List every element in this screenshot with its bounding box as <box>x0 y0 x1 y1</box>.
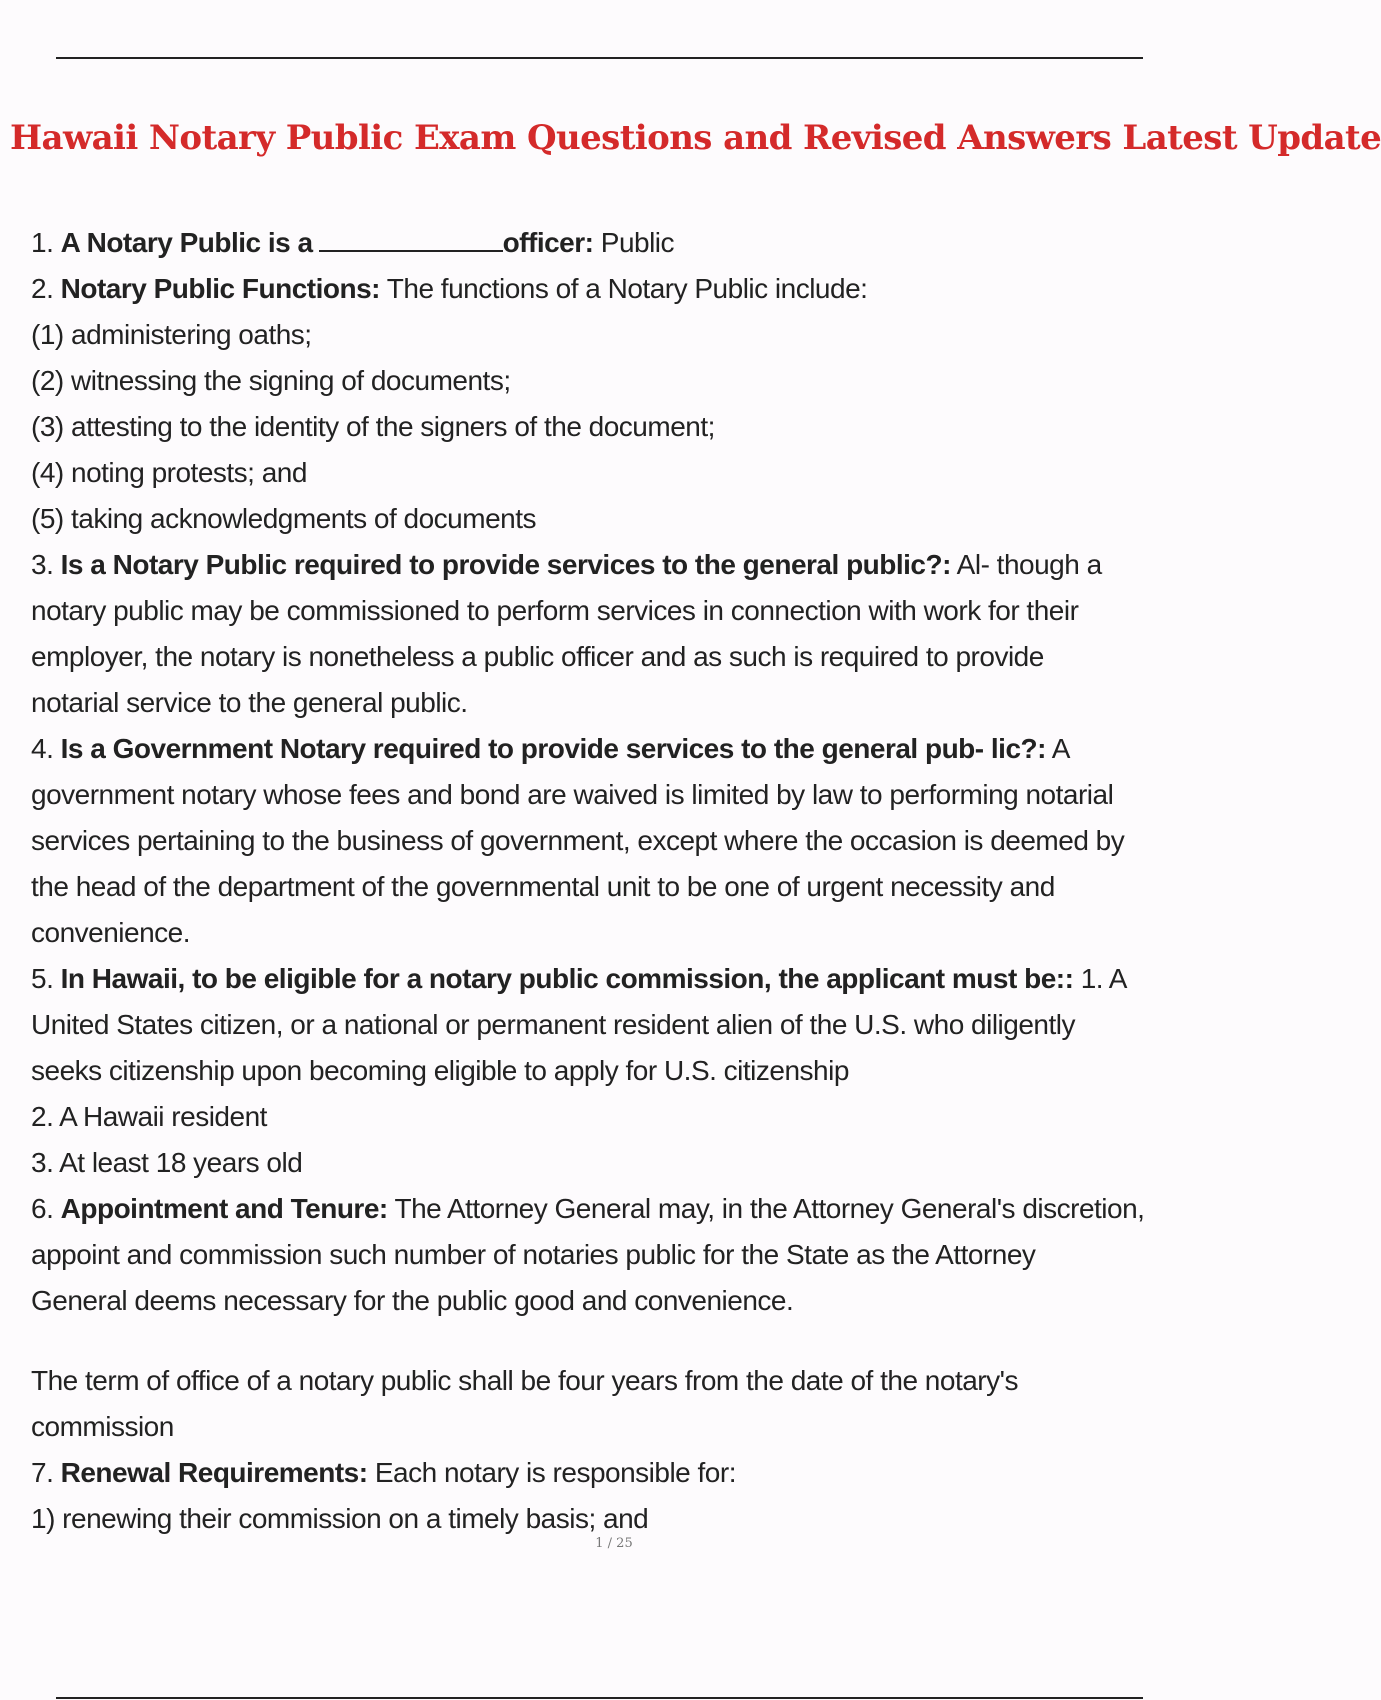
question-text: Renewal Requirements: <box>60 1457 368 1488</box>
question-text: Notary Public Functions: <box>60 273 380 304</box>
answer-line: General deems necessary for the public good and convenience. <box>31 1285 794 1316</box>
question-1 <box>31 220 1200 266</box>
answer-line: services pertaining to the business of government, except where the occasion is deemed by <box>31 825 1125 856</box>
question-text: Is a Notary Public required to provide services to the general public?: <box>60 549 951 580</box>
question-number: 1. <box>31 227 61 258</box>
answer-line: United States citizen, or a national or permanent resident alien of the U.S. who diligently <box>31 1009 1075 1040</box>
question-4 <box>31 726 1200 772</box>
answer-text: 1. A <box>1073 963 1127 994</box>
footer-rule <box>56 1697 1143 1699</box>
question-3 <box>31 542 1200 588</box>
document-title: Hawaii Notary Public Exam Questions and Revised Answers Latest Update <box>10 118 1381 158</box>
answer-line: commission <box>31 1411 174 1442</box>
list-item: (5) taking acknowledgments of documents <box>31 503 536 534</box>
question-text: A Notary Public is a <box>60 227 313 258</box>
question-2 <box>31 266 1200 312</box>
question-number: 3. <box>31 549 61 580</box>
answer-line: convenience. <box>31 917 191 948</box>
question-text: Appointment and Tenure: <box>60 1193 388 1224</box>
question-text: In Hawaii, to be eligible for a notary public commission, the applicant must be:: <box>60 963 1074 994</box>
list-item: (2) witnessing the signing of documents; <box>31 365 511 396</box>
page-number: 1 / 25 <box>595 1536 633 1551</box>
document-body <box>31 220 1200 1542</box>
answer-line: The term of office of a notary public shall be four years from the date of the notary's <box>31 1365 1018 1396</box>
question-number: 2. <box>31 273 61 304</box>
answer-text: Al- though a <box>950 549 1102 580</box>
question-number: 5. <box>31 963 61 994</box>
answer-line: 3. At least 18 years old <box>31 1147 303 1178</box>
answer-line: employer, the notary is nonetheless a public officer and as such is required to provide <box>31 641 1044 672</box>
answer-line: the head of the department of the governmental unit to be one of urgent necessity and <box>31 871 1055 902</box>
question-number: 7. <box>31 1457 61 1488</box>
question-text-after: officer: <box>502 227 594 258</box>
list-item: (1) administering oaths; <box>31 319 312 350</box>
question-text: Is a Government Notary required to provide services to the general pub- lic?: <box>60 733 1046 764</box>
question-number: 6. <box>31 1193 61 1224</box>
answer-line: notarial service to the general public. <box>31 687 468 718</box>
answer-line: notary public may be commissioned to perform services in connection with work for their <box>31 595 1079 626</box>
question-number: 4. <box>31 733 61 764</box>
header-rule <box>56 57 1143 59</box>
answer-line: 2. A Hawaii resident <box>31 1101 267 1132</box>
answer-text: Public <box>593 227 675 258</box>
answer-line: appoint and commission such number of notaries public for the State as the Attorney <box>31 1239 1036 1270</box>
answer-text: The Attorney General may, in the Attorney General's discretion, <box>387 1193 1145 1224</box>
question-6 <box>31 1186 1200 1232</box>
answer-line: 1) renewing their commission on a timely basis; and <box>31 1503 649 1534</box>
answer-text: A <box>1045 733 1070 764</box>
answer-line: government notary whose fees and bond are waived is limited by law to performing notarial <box>31 779 1114 810</box>
fill-in-blank <box>319 226 503 252</box>
question-5 <box>31 956 1200 1002</box>
answer-text: The functions of a Notary Public include: <box>380 273 868 304</box>
question-7 <box>31 1450 1200 1496</box>
paragraph-gap <box>31 1324 1200 1358</box>
answer-line: seeks citizenship upon becoming eligible to apply for U.S. citizenship <box>31 1055 849 1086</box>
answer-text: Each notary is responsible for: <box>367 1457 736 1488</box>
list-item: (4) noting protests; and <box>31 457 307 488</box>
list-item: (3) attesting to the identity of the signers of the document; <box>31 411 715 442</box>
